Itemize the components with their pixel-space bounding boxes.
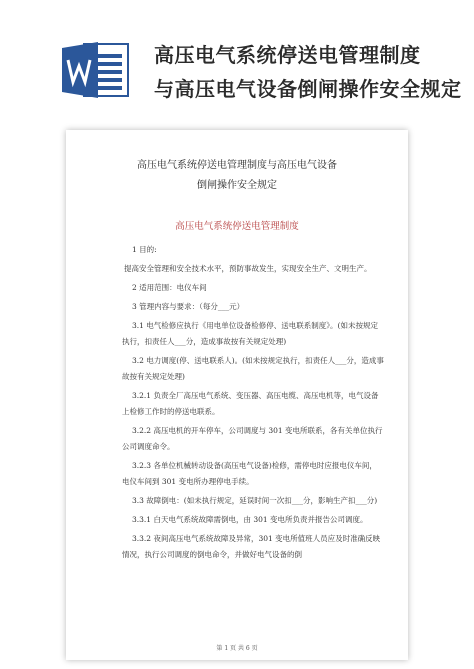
page-footer: 第 1 页 共 6 页 (216, 645, 258, 652)
paragraph: 3.3.1 白天电气系统故障需倒电，由 301 变电所负责并报告公司调度。 (132, 515, 368, 524)
paragraph: 2 适用范围：电仪车间 (132, 283, 207, 292)
document-title-line1: 高压电气系统停送电管理制度与高压电气设备 (137, 160, 337, 171)
paragraph: 3.2.2 高压电机的开车停车，公司调度与 301 变电所联系，各有关单位执行公司调度命令。 (122, 426, 383, 451)
paragraph: 3.3.2 夜间高压电气系统故障及异常，301 变电所值班人员应及时准确反映情况，执行公司调度的倒电命令，并做好电气设备的倒 (122, 534, 381, 559)
paragraph: 3.1 电气检修应执行《用电单位设备检修停、送电联系制度》。(如未按规定执行，扣责任人___分，造成事故按有关规定处理) (122, 321, 378, 346)
paragraph: 3.2.1 负责全厂高压电气系统、变压器、高压电缆、高压电机等，电气设备上检修工作时的停送电联系。 (122, 391, 379, 416)
banner (0, 0, 474, 120)
document-body (122, 242, 384, 566)
document-page (66, 130, 408, 660)
section-title: 高压电气系统停送电管理制度 (175, 221, 299, 232)
document-title-line2: 倒闸操作安全规定 (197, 180, 277, 191)
paragraph: 3.2 电力调度(停、送电联系人)。(如未按规定执行，扣责任人___分，造成事故按有关规定处理) (122, 356, 384, 381)
paragraph: 3 管理内容与要求：（每分___元） (132, 302, 245, 311)
word-doc-icon (62, 40, 132, 100)
paragraph: 3.3 故障倒电：(如未执行规定，延误时间一次扣___分，影响生产扣___分) (132, 496, 378, 505)
banner-title-line1: 高压电气系统停送电管理制度 (154, 43, 421, 67)
banner-title-line2: 与高压电气设备倒闸操作安全规定 (154, 77, 462, 101)
banner-title (154, 38, 464, 106)
paragraph: 提高安全管理和安全技术水平，预防事故发生，实现安全生产、文明生产。 (124, 264, 372, 273)
paragraph: 3.2.3 各单位机械转动设备(高压电气设备)检修，需停电时应报电仪车间，电仪车间到 301 变电所办理停电手续。 (122, 461, 377, 486)
paragraph: 1 目的: (132, 245, 157, 254)
document-title (66, 156, 408, 196)
